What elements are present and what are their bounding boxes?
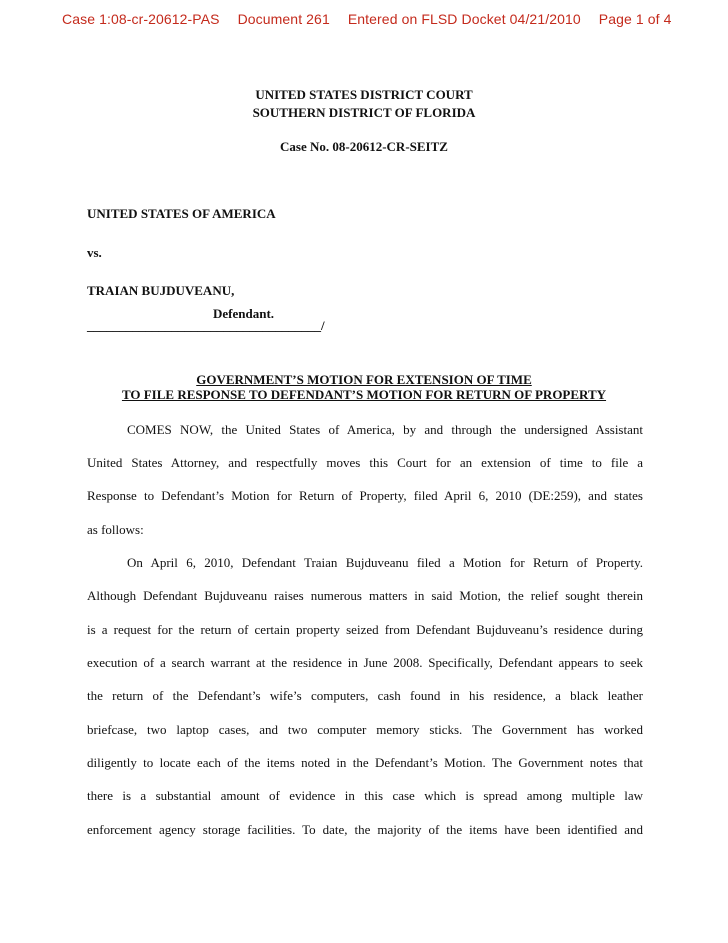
page-number: Page 1 of 4 <box>598 11 672 27</box>
motion-title-line-1: GOVERNMENT’S MOTION FOR EXTENSION OF TIME <box>196 372 532 387</box>
body-line: is a request for the return of certain property seized from Defendant Bujduveanu’s residence during <box>87 622 643 637</box>
case-reference: Case 1:08-cr-20612-PAS <box>62 11 220 27</box>
defendant-name: TRAIAN BUJDUVEANU, <box>87 283 235 298</box>
body-line: execution of a search warrant at the residence in June 2008. Specifically, Defendant appears to seek <box>87 655 643 670</box>
docket-header <box>62 11 671 27</box>
document-number: Document 261 <box>237 11 330 27</box>
versus-label: vs. <box>87 245 102 260</box>
body-line: COMES NOW, the United States of America, by and through the undersigned Assistant <box>127 422 643 437</box>
body-line: United States Attorney, and respectfully moves this Court for an extension of time to file a <box>87 455 643 470</box>
court-name: UNITED STATES DISTRICT COURT <box>255 87 473 102</box>
body-line: Response to Defendant’s Motion for Return of Property, filed April 6, 2010 (DE:259), and states <box>87 488 643 503</box>
docket-entry-date: Entered on FLSD Docket 04/21/2010 <box>347 11 581 27</box>
body-line: the return of the Defendant’s wife’s computers, cash found in his residence, a black leather <box>87 688 643 703</box>
court-district: SOUTHERN DISTRICT OF FLORIDA <box>252 105 476 120</box>
body-line: enforcement agency storage facilities. To date, the majority of the items have been identified and <box>87 822 643 837</box>
defendant-role: Defendant. <box>213 306 275 321</box>
body-line: there is a substantial amount of evidence in this case which is spread among multiple law <box>87 788 643 803</box>
body-line: Although Defendant Bujduveanu raises numerous matters in said Motion, the relief sought therein <box>87 588 643 603</box>
case-number: Case No. 08-20612-CR-SEITZ <box>280 139 448 154</box>
body-line: as follows: <box>87 522 144 537</box>
caption-rule: ____________________________________/ <box>87 318 325 333</box>
body-line: diligently to locate each of the items noted in the Defendant’s Motion. The Government notes that <box>87 755 643 770</box>
plaintiff-name: UNITED STATES OF AMERICA <box>87 206 276 221</box>
motion-title-line-2: TO FILE RESPONSE TO DEFENDANT’S MOTION FOR RETURN OF PROPERTY <box>121 387 607 402</box>
body-line: On April 6, 2010, Defendant Traian Bujduveanu filed a Motion for Return of Property. <box>127 555 643 570</box>
body-line: briefcase, two laptop cases, and two computer memory sticks. The Government has worked <box>87 722 643 737</box>
